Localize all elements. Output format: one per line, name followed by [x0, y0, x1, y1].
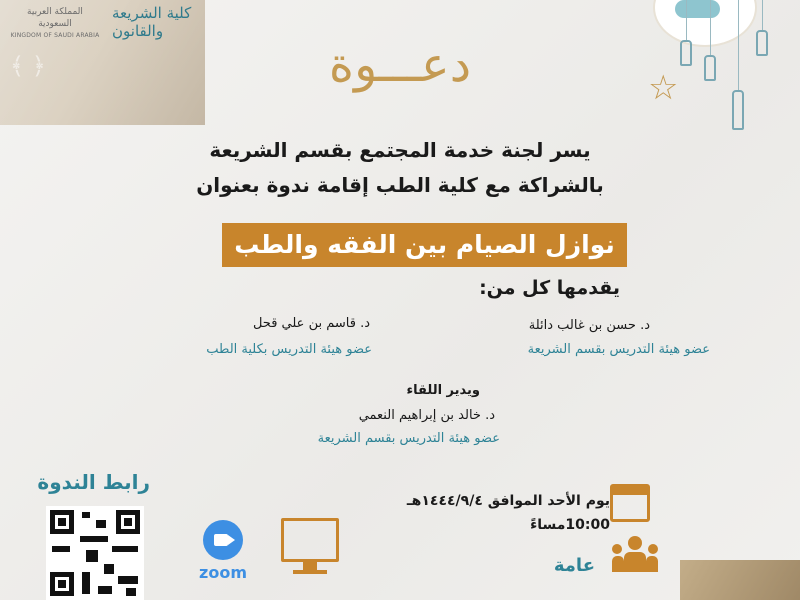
qr-module [96, 520, 106, 528]
presenter-right-name: د. حسن بن غالب دائلة [528, 318, 650, 333]
qr-module [82, 512, 90, 518]
event-time: 10:00مساءً [530, 517, 610, 533]
zoom-icon[interactable] [203, 520, 243, 560]
qr-module [104, 564, 114, 574]
moderator-label: ويدير اللقاء [406, 383, 480, 398]
kingdom-name-en: KINGDOM OF SAUDI ARABIA [10, 32, 100, 39]
qr-finder-core [58, 580, 66, 588]
lantern-string [686, 0, 687, 40]
qr-module [98, 586, 112, 594]
header [0, 0, 192, 42]
person-head [648, 544, 658, 554]
monitor-base [293, 570, 327, 574]
lantern-icon [680, 40, 692, 66]
qr-module [82, 572, 90, 594]
people-icon [612, 536, 660, 576]
qr-module [80, 536, 108, 542]
calendar-header [613, 487, 647, 495]
presenters-label: يقدمها كل من: [479, 277, 620, 299]
lantern-icon [756, 30, 768, 56]
kingdom-logo [10, 6, 100, 42]
moderator-role: عضو هيئة التدريس بقسم الشريعة [317, 431, 500, 446]
qr-module [86, 550, 98, 562]
person-body [624, 552, 646, 572]
lantern-string [738, 0, 739, 90]
lantern-icon [704, 55, 716, 81]
corner-decoration-bottom-right [680, 560, 800, 600]
qr-module [52, 546, 70, 552]
college-watermark: ﴾ ﴿ [10, 52, 46, 80]
qr-module [118, 576, 138, 584]
calendar-icon [610, 484, 650, 522]
zoom-camera-lens [228, 535, 235, 545]
qr-finder-core [58, 518, 66, 526]
moon-detail [675, 0, 720, 18]
event-audience: عامة [553, 555, 595, 576]
person-body [612, 556, 624, 572]
intro-line-1: يسر لجنة خدمة المجتمع بقسم الشريعة [209, 138, 591, 162]
presenter-left-name: د. قاسم بن علي قحل [252, 316, 370, 331]
person-body [646, 556, 658, 572]
lantern-string [710, 0, 711, 55]
lantern-string [762, 0, 763, 30]
qr-finder-core [124, 518, 132, 526]
intro-line-2: بالشراكة مع كلية الطب إقامة ندوة بعنوان [196, 173, 604, 197]
person-head [628, 536, 642, 550]
star-icon: ☆ [648, 68, 679, 108]
presenter-left-role: عضو هيئة التدريس بكلية الطب [206, 342, 372, 357]
zoom-camera-body [214, 534, 228, 546]
moderator-name: د. خالد بن إبراهيم النعمي [358, 408, 495, 423]
lantern-icon [732, 90, 744, 130]
event-date: يوم الأحد الموافق ١٤٤٤/٩/٤هـ [406, 493, 610, 509]
invitation-title: دعـــوة [328, 37, 472, 93]
qr-module [112, 546, 138, 552]
presenter-right-role: عضو هيئة التدريس بقسم الشريعة [527, 342, 710, 357]
kingdom-name-ar: المملكة العربية السعودية [27, 7, 83, 29]
link-title: رابط الندوة [37, 470, 150, 494]
topic-banner: نوازل الصيام بين الفقه والطب [222, 223, 627, 267]
qr-code[interactable] [46, 506, 144, 600]
qr-module [126, 588, 136, 596]
monitor-icon [281, 518, 339, 562]
college-logo: كلية الشريعة والقانون [112, 4, 192, 40]
person-head [612, 544, 622, 554]
zoom-label: zoom [199, 563, 247, 582]
